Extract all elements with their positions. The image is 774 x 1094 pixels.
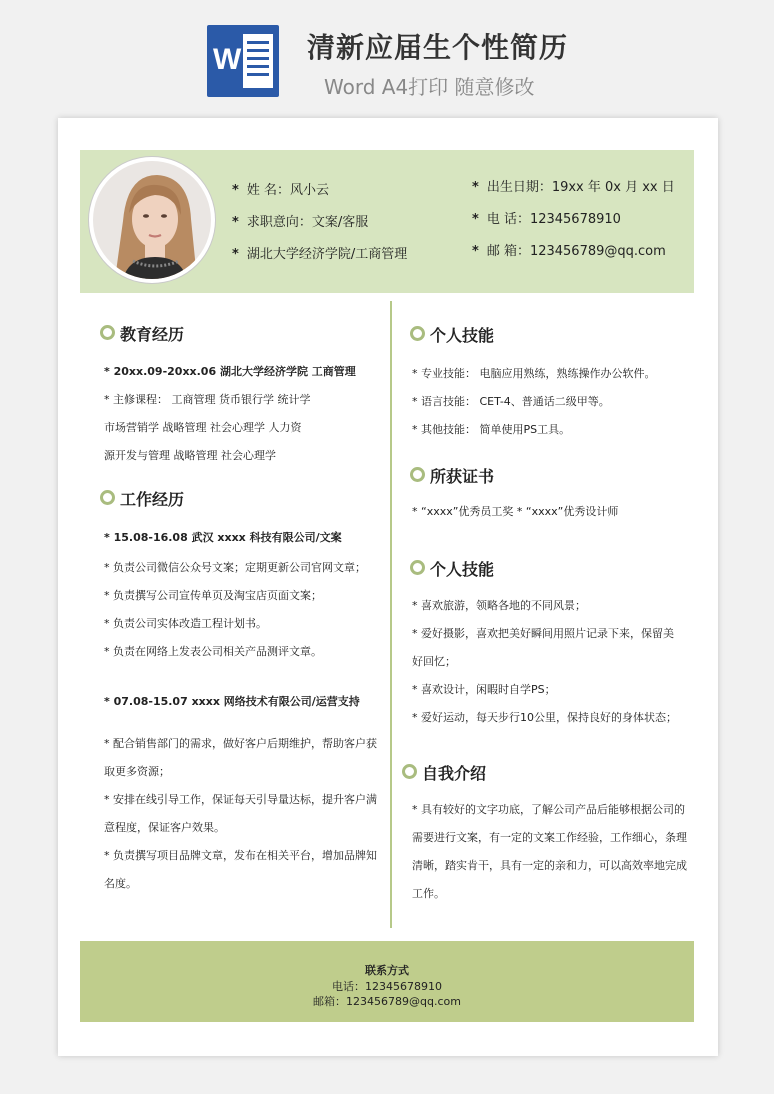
job-item: * 负责公司实体改造工程计划书。 bbox=[104, 617, 267, 630]
job-item: 取更多资源； bbox=[104, 765, 170, 778]
work-title: 工作经历 bbox=[120, 490, 185, 509]
hobby-item: * 爱好摄影，喜欢把美好瞬间用照片记录下来，保留美 bbox=[412, 627, 674, 640]
portrait-image bbox=[93, 161, 211, 279]
intro-line: * 具有较好的文字功底，了解公司产品后能够根据公司的 bbox=[412, 803, 685, 816]
word-logo-icon bbox=[207, 25, 279, 97]
education-line: * 20xx.09-20xx.06 湖北大学经济学院 工商管理 bbox=[104, 365, 356, 378]
info-birth: * 出生日期：19xx 年 0x 月 xx 日 bbox=[472, 180, 675, 195]
education-line: 源开发与管理 战略管理 社会心理学 bbox=[104, 449, 276, 462]
intro-line: 需要进行文案，有一定的文案工作经验，工作细心，条理 bbox=[412, 831, 687, 844]
job-item: * 安排在线引导工作，保证每天引导量达标，提升客户满 bbox=[104, 793, 377, 806]
info-school: * 湖北大学经济学院/工商管理 bbox=[232, 247, 408, 262]
contact-footer bbox=[80, 941, 694, 1022]
education-line: * 主修课程： 工商管理 货币银行学 统计学 bbox=[104, 393, 311, 406]
hobby-item: 好回忆； bbox=[412, 655, 456, 668]
job-item: * 负责撰写项目品牌文章，发布在相关平台，增加品牌知 bbox=[104, 849, 377, 862]
section-bullet-icon bbox=[100, 325, 115, 340]
section-bullet-icon bbox=[402, 764, 417, 779]
skills-title: 个人技能 bbox=[430, 326, 495, 345]
hobby-item: * 爱好运动，每天步行10公里，保持良好的身体状态； bbox=[412, 711, 677, 724]
contact-phone: 电话：12345678910 bbox=[332, 980, 442, 993]
job-head: * 07.08-15.07 xxxx 网络技术有限公司/运营支持 bbox=[104, 695, 360, 708]
info-phone: * 电 话：12345678910 bbox=[472, 212, 621, 227]
info-email: * 邮 箱：123456789@qq.com bbox=[472, 244, 666, 259]
profile-band bbox=[80, 150, 694, 293]
column-divider bbox=[390, 301, 392, 928]
section-bullet-icon bbox=[100, 490, 115, 505]
skill-item: * 专业技能： 电脑应用熟练，熟练操作办公软件。 bbox=[412, 367, 656, 380]
contact-email: 邮箱：123456789@qq.com bbox=[313, 995, 461, 1008]
education-line: 市场营销学 战略管理 社会心理学 人力资 bbox=[104, 421, 302, 434]
job-head: * 15.08-16.08 武汉 xxxx 科技有限公司/文案 bbox=[104, 531, 342, 544]
skill-item: * 其他技能： 简单使用PS工具。 bbox=[412, 423, 571, 436]
job-item: * 负责撰写公司宣传单页及淘宝店页面文案； bbox=[104, 589, 322, 602]
job-item: * 配合销售部门的需求，做好客户后期维护，帮助客户获 bbox=[104, 737, 377, 750]
education-title: 教育经历 bbox=[120, 325, 185, 344]
page-title: 清新应届生个性简历 bbox=[307, 31, 569, 64]
hobbies-title: 个人技能 bbox=[430, 560, 495, 579]
intro-line: 清晰，踏实肯干，具有一定的亲和力，可以高效率地完成 bbox=[412, 859, 687, 872]
cert-line: * “xxxx”优秀员工奖 * “xxxx”优秀设计师 bbox=[412, 505, 619, 518]
info-name: * 姓 名：风小云 bbox=[232, 183, 329, 198]
section-bullet-icon bbox=[410, 326, 425, 341]
section-bullet-icon bbox=[410, 467, 425, 482]
intro-line: 工作。 bbox=[412, 887, 445, 900]
job-item: * 负责在网络上发表公司相关产品测评文章。 bbox=[104, 645, 322, 658]
job-item: * 负责公司微信公众号文案；定期更新公司官网文章； bbox=[104, 561, 366, 574]
avatar bbox=[89, 157, 215, 283]
page-header bbox=[0, 0, 774, 110]
page-subtitle: Word A4打印 随意修改 bbox=[324, 75, 535, 99]
hobby-item: * 喜欢旅游，领略各地的不同风景； bbox=[412, 599, 586, 612]
skill-item: * 语言技能： CET-4、普通话二级甲等。 bbox=[412, 395, 610, 408]
job-item: 名度。 bbox=[104, 877, 137, 890]
intro-title: 自我介绍 bbox=[422, 764, 487, 783]
info-intent: * 求职意向：文案/客服 bbox=[232, 215, 369, 230]
logo-letter: W bbox=[213, 43, 242, 76]
job-item: 意程度，保证客户效果。 bbox=[104, 821, 225, 834]
contact-title: 联系方式 bbox=[365, 964, 409, 977]
hobby-item: * 喜欢设计，闲暇时自学PS； bbox=[412, 683, 556, 696]
resume-page bbox=[58, 118, 718, 1056]
section-bullet-icon bbox=[410, 560, 425, 575]
certs-title: 所获证书 bbox=[430, 467, 495, 486]
